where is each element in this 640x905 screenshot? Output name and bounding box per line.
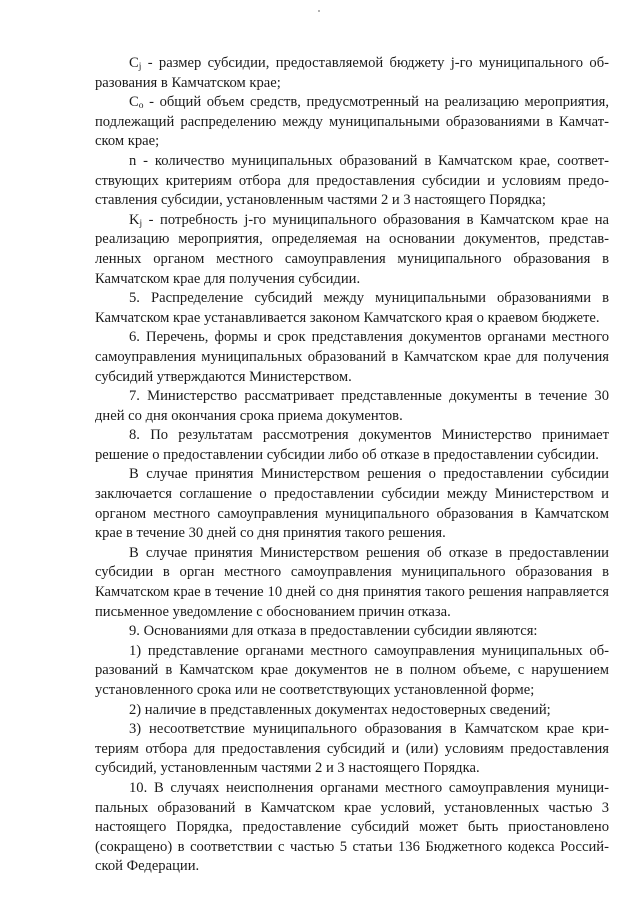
paragraph-kj-definition bbox=[95, 211, 609, 289]
paragraph-text: - размер субсидии, предоставляемой бюджету j-го муниципального образования в Камчатском крае; bbox=[95, 55, 609, 91]
subscript: j bbox=[138, 62, 142, 72]
paragraph-text: - общий объем средств, предусмотренный на реализацию мероприятия, подлежащий распределению между муниципальными образованиями в Камчатском крае; bbox=[95, 94, 609, 150]
document-page bbox=[95, 54, 609, 877]
subscript: о bbox=[138, 101, 144, 112]
paragraph-reason-2: 2) наличие в представленных документах недостоверных сведений; bbox=[129, 701, 551, 718]
paragraph-co-definition bbox=[95, 93, 609, 152]
paragraph-item-10: 10. В случаях неисполнения органами местного самоуправления муниципальных образований в Камчатском крае условий, установленных частью 3 настоящего Порядка, предоставление субсидий может быть приостановлено (сокращено) в соответствии с частью 5 статьи 136 Бюджетного кодекса Российской Федерации. bbox=[95, 779, 609, 875]
paragraph-reason-3: 3) несоответствие муниципального образования в Камчатском крае критериям отбора для предоставления субсидий и (или) условиям предоставления субсидий, установленным частями 2 и 3 настоящего Порядка. bbox=[95, 721, 609, 777]
paragraph-item-8: 8. По результатам рассмотрения документов Министерство принимает решение о предоставлении субсидии либо об отказе в предоставлении субсидии. bbox=[95, 427, 609, 463]
paragraph-text: - потребность j-го муниципального образования в Камчатском крае на реализацию мероприятия, определяемая на основании документов, представленных органом местного самоуправления муниципального образования в Камчатском крае для получения субсидии. bbox=[95, 211, 609, 287]
paragraph-cj-definition bbox=[95, 54, 609, 93]
paragraph-approval-case: В случае принятия Министерством решения о предоставлении субсидии заключается соглашение о предоставлении субсидии между Министерством и органом местного самоуправления муниципального образования в Камчатском крае в течение 30 дней со дня принятия такого решения. bbox=[95, 466, 609, 542]
paragraph-refusal-case: В случае принятия Министерством решения об отказе в предоставлении субсидии в орган местного самоуправления муниципального образования в Камчатском крае в течение 10 дней со дня принятия такого решения направляется письменное уведомление с обоснованием причин отказа. bbox=[95, 544, 609, 620]
symbol: C bbox=[129, 94, 139, 111]
paragraph-item-7: 7. Министерство рассматривает представленные документы в течение 30 дней со дня окончания срока приема документов. bbox=[95, 388, 609, 424]
paragraph-item-6: 6. Перечень, формы и срок представления документов органами местного самоуправления муниципальных образований в Камчатском крае для получения субсидий утверждаются Министерством. bbox=[95, 329, 609, 385]
paragraph-item-5: 5. Распределение субсидий между муниципальными образованиями в Камчатском крае устанавливается законом Камчатского края о краевом бюджете. bbox=[95, 290, 609, 326]
paragraph-item-9: 9. Основаниями для отказа в предоставлении субсидии являются: bbox=[129, 623, 538, 640]
subscript: j bbox=[139, 218, 143, 229]
scan-speck bbox=[318, 10, 320, 12]
paragraph-reason-1: 1) представление органами местного самоуправления муниципальных образований в Камчатском крае документов не в полном объеме, с нарушением установленного срока или не соответствующих установленной форме; bbox=[95, 642, 609, 698]
paragraph-n-definition: n - количество муниципальных образований в Камчатском крае, соответствующих критериям отбора для предоставления субсидии и условиям предоставления субсидии, установленным частями 2 и 3 настоящего Порядка; bbox=[95, 152, 609, 209]
symbol: K bbox=[129, 211, 140, 228]
symbol: C bbox=[129, 55, 139, 71]
